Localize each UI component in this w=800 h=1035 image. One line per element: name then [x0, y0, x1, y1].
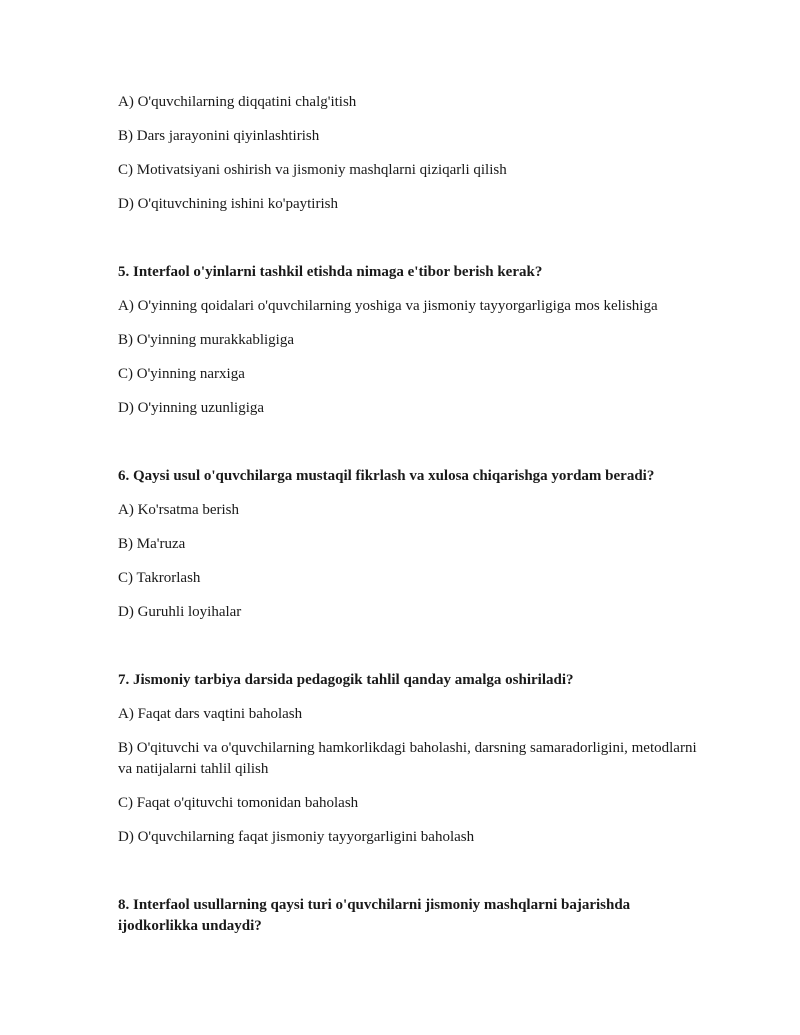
question-8-title: 8. Interfaol usullarning qaysi turi o'quvchilarni jismoniy mashqlarni bajarishda ijodkorlikka undaydi?	[118, 897, 631, 934]
question-5-option-a: A) O'yinning qoidalari o'quvchilarning yoshiga va jismoniy tayyorgarligiga mos kelishiga	[118, 298, 658, 314]
question-6-option-a: A) Ko'rsatma berish	[118, 502, 240, 518]
intro-option-c: C) Motivatsiyani oshirish va jismoniy mashqlarni qiziqarli qilish	[118, 162, 507, 178]
question-5-option-b: B) O'yinning murakkabligiga	[118, 332, 295, 348]
question-6-option-b: B) Ma'ruza	[118, 536, 186, 552]
question-6-title: 6. Qaysi usul o'quvchilarga mustaqil fikrlash va xulosa chiqarishga yordam beradi?	[118, 468, 655, 484]
spacer	[118, 432, 698, 466]
question-6-option-c: C) Takrorlash	[118, 570, 201, 586]
question-7-option-c: C) Faqat o'qituvchi tomonidan baholash	[118, 795, 359, 811]
question-7-title: 7. Jismoniy tarbiya darsida pedagogik tahlil qanday amalga oshiriladi?	[118, 672, 574, 688]
intro-option-b: B) Dars jarayonini qiyinlashtirish	[118, 128, 320, 144]
question-7-option-a: A) Faqat dars vaqtini baholash	[118, 706, 303, 722]
question-7-option-d: D) O'quvchilarning faqat jismoniy tayyorgarligini baholash	[118, 829, 475, 845]
spacer	[118, 228, 698, 262]
question-6-option-d: D) Guruhli loyihalar	[118, 604, 242, 620]
question-7-option-b: B) O'qituvchi va o'quvchilarning hamkorlikdagi baholashi, darsning samaradorligini, metodlarni va natijalarni tahlil qilish	[118, 740, 697, 777]
intro-option-d: D) O'qituvchining ishini ko'paytirish	[118, 196, 338, 212]
spacer	[118, 861, 698, 895]
question-5-option-d: D) O'yinning uzunligiga	[118, 400, 265, 416]
question-5-option-c: C) O'yinning narxiga	[118, 366, 245, 382]
spacer	[118, 636, 698, 670]
intro-option-a: A) O'quvchilarning diqqatini chalg'itish	[118, 94, 357, 110]
question-5-title: 5. Interfaol o'yinlarni tashkil etishda nimaga e'tibor berish kerak?	[118, 264, 543, 280]
document-content	[118, 92, 698, 950]
